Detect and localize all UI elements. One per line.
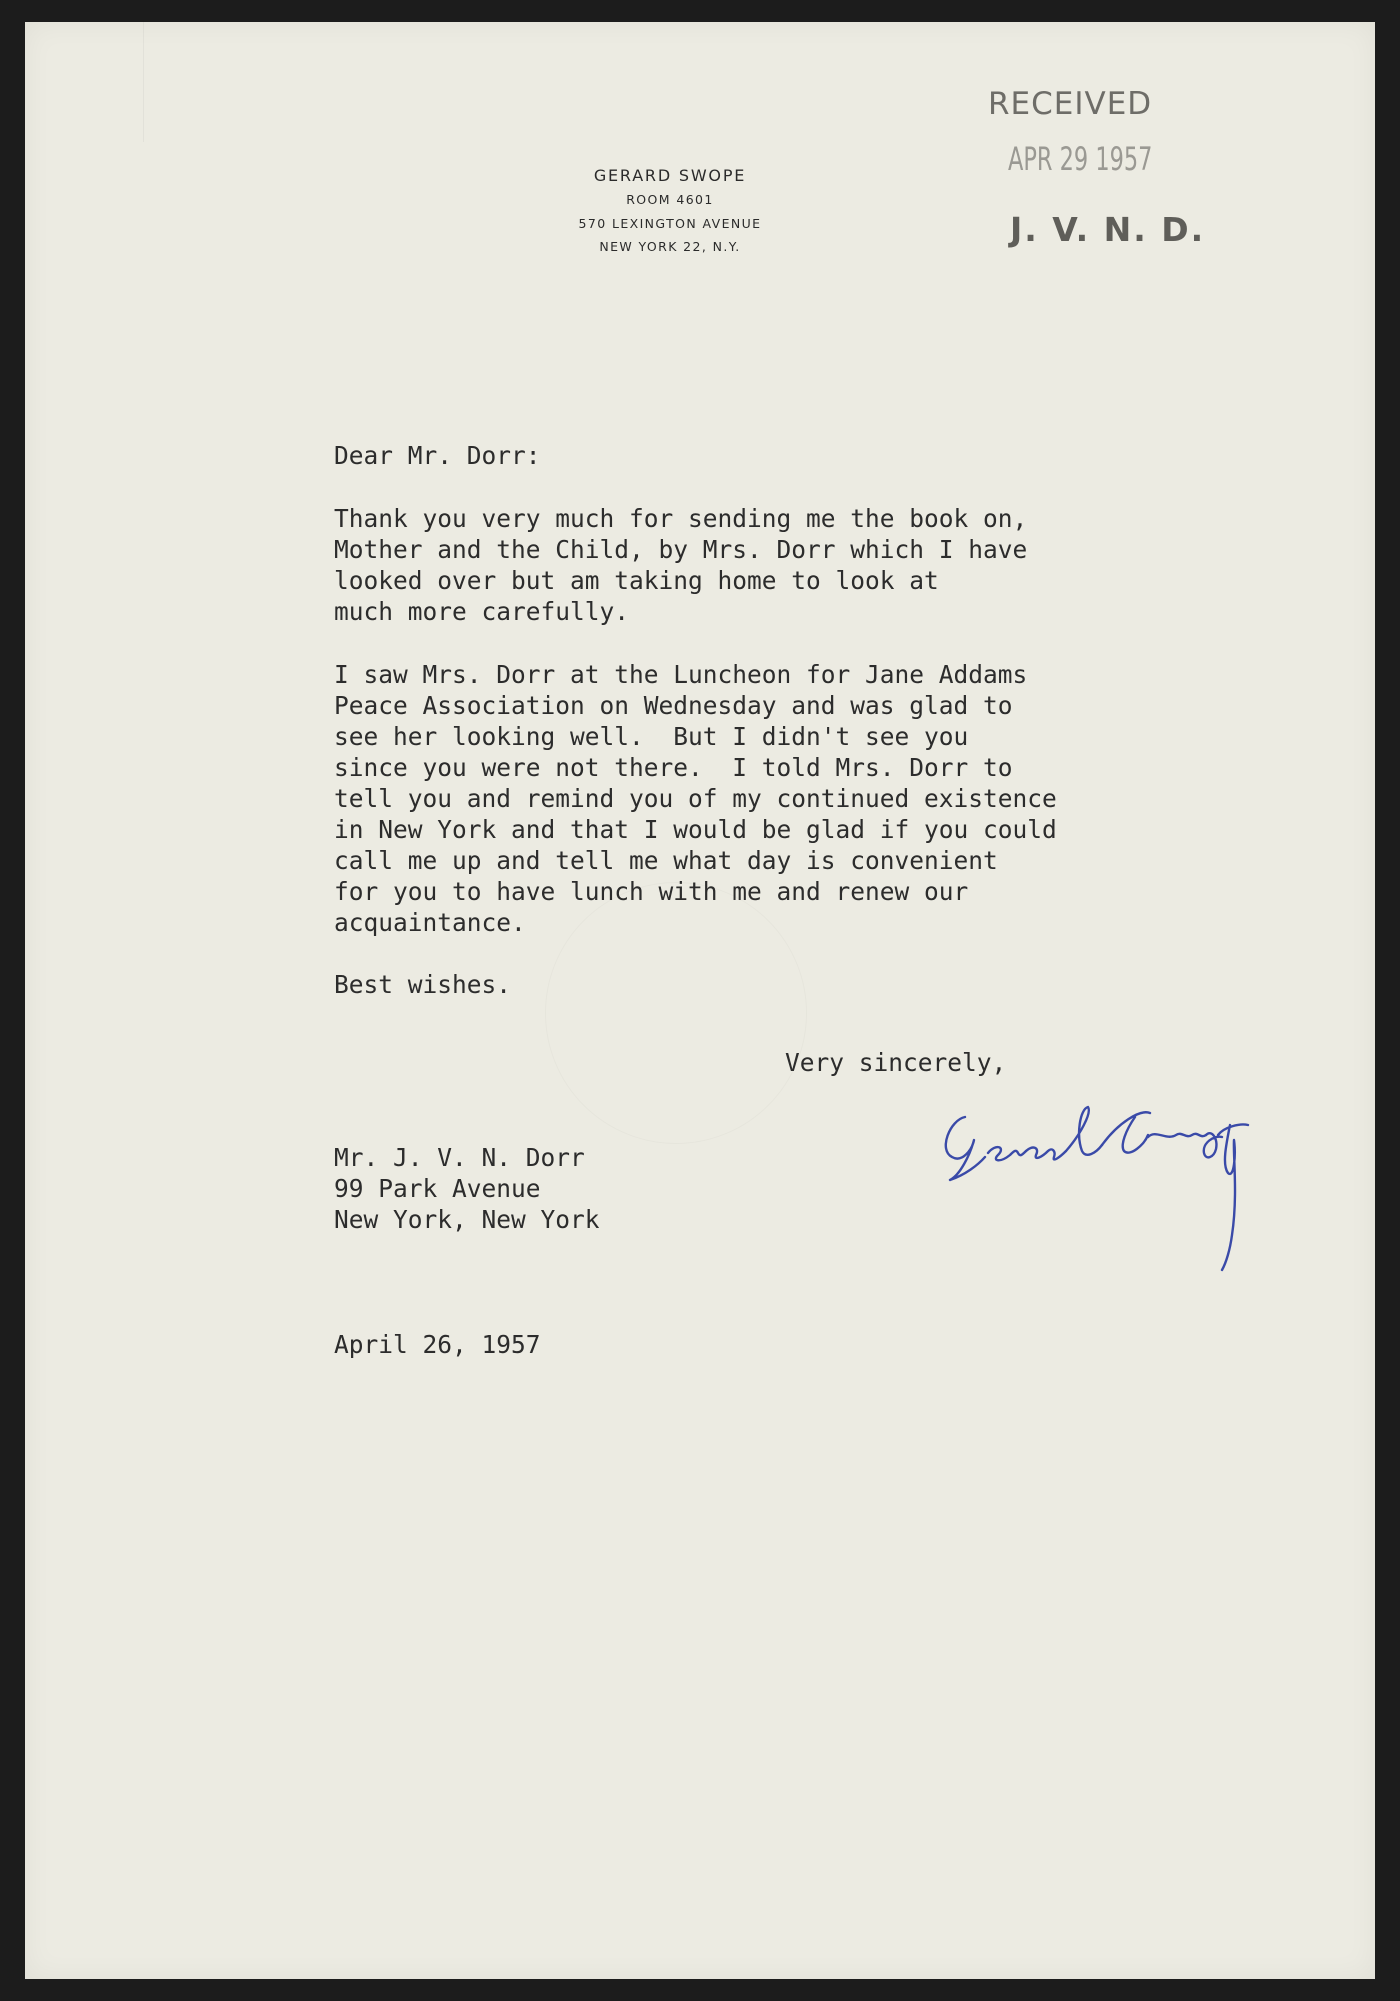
received-initials-stamp: J. V. N. D.: [1010, 210, 1206, 249]
body-paragraph-2: I saw Mrs. Dorr at the Luncheon for Jane Addams Peace Association on Wednesday and was glad to see her looking well. But I didn't see you since you were not there. I told Mrs. Dorr to tell you and remind you of my continued existence in New York and that I would be glad if you could call me up and tell me what day is convenient for you to have lunch with me and renew our acquaintance.: [334, 660, 1057, 937]
letterhead-name: GERARD SWOPE: [593, 166, 747, 185]
best-wishes: Best wishes.: [334, 970, 512, 999]
body-paragraph-1: Thank you very much for sending me the book on, Mother and the Child, by Mrs. Dorr which I have looked over but am taking home to look at much more carefully.: [334, 504, 1028, 626]
handwritten-signature: [930, 1095, 1330, 1285]
recipient-address: Mr. J. V. N. Dorr 99 Park Avenue New York, New York: [334, 1143, 600, 1234]
letterhead: [565, 168, 775, 265]
letter-page: [25, 22, 1375, 1979]
closing: Very sincerely,: [785, 1048, 1007, 1077]
letter-date: April 26, 1957: [334, 1330, 541, 1359]
letterhead-city: NEW YORK 22, N.Y.: [599, 239, 741, 254]
received-stamp: RECEIVED: [988, 86, 1153, 122]
salutation: Dear Mr. Dorr:: [334, 441, 541, 470]
letterhead-street: 570 LEXINGTON AVENUE: [578, 215, 762, 231]
paper-fold-mark: [113, 22, 144, 142]
received-date-stamp: APR 29 1957: [1008, 140, 1153, 178]
letterhead-room: ROOM 4601: [626, 192, 714, 207]
